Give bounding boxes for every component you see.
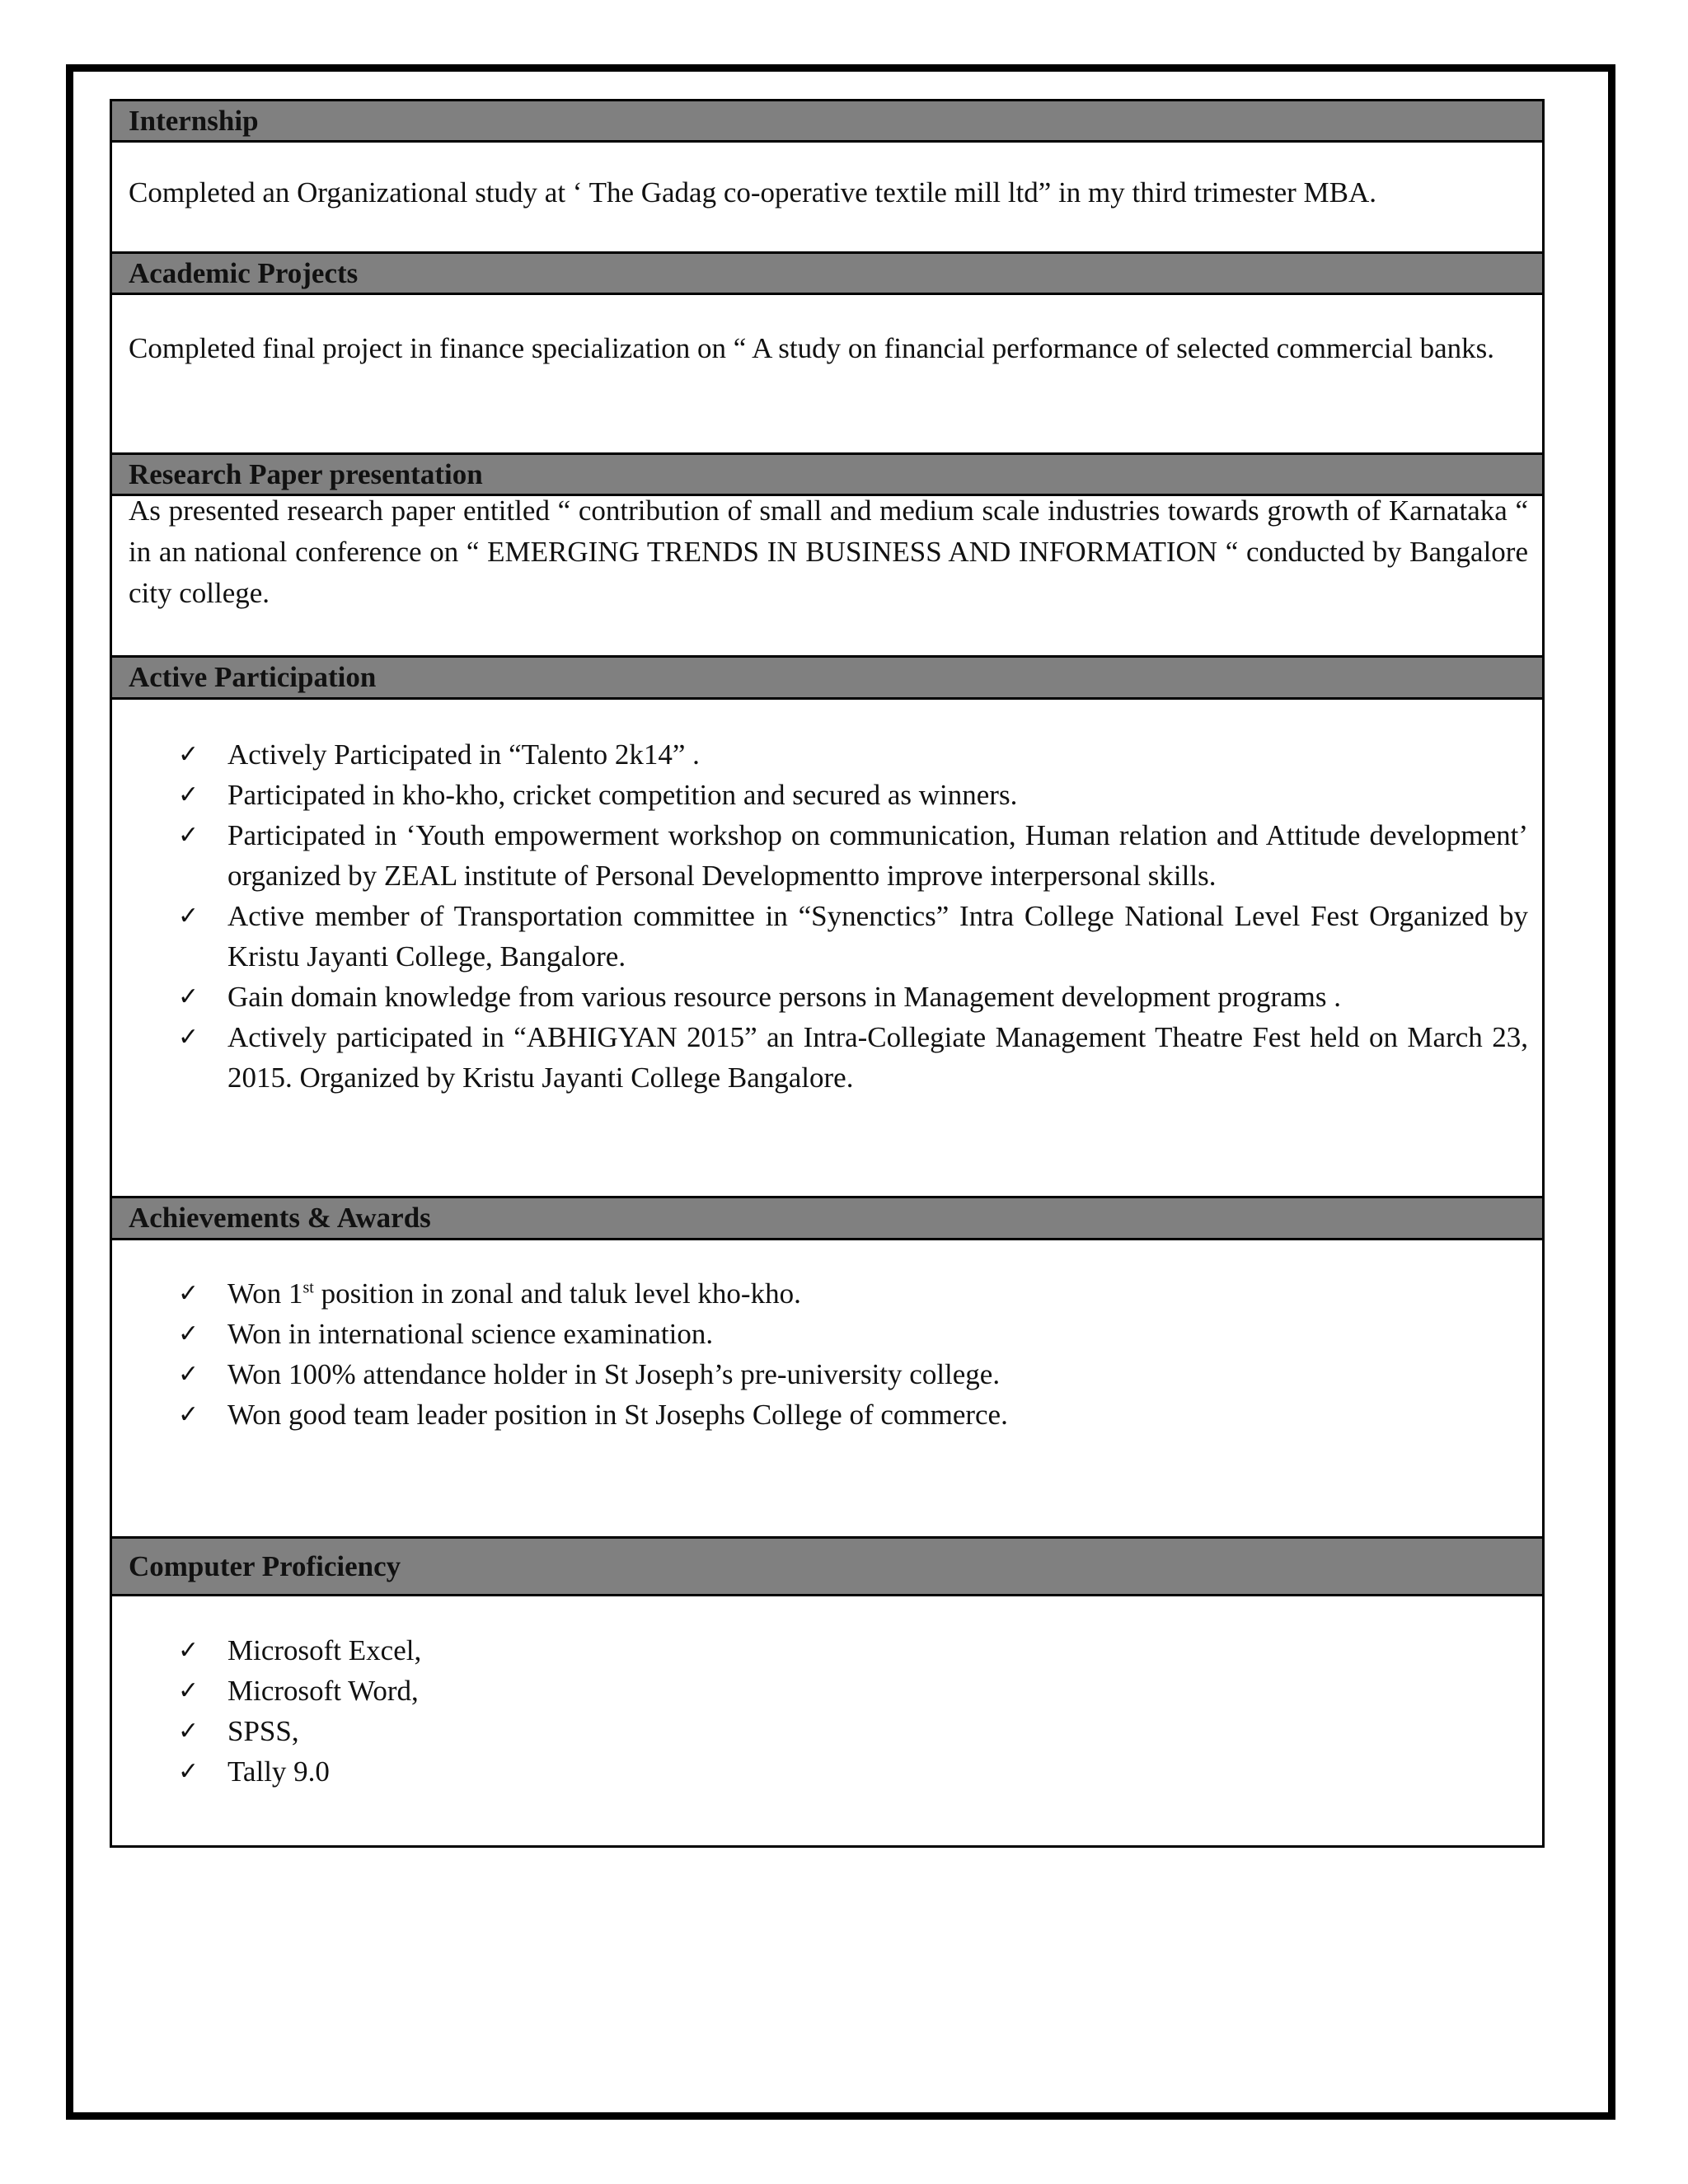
achievements-list bbox=[112, 1273, 1528, 1435]
checkmark-icon: ✓ bbox=[178, 1360, 199, 1389]
checkmark-icon: ✓ bbox=[178, 821, 199, 850]
checkmark-icon: ✓ bbox=[178, 1023, 199, 1052]
checkmark-icon: ✓ bbox=[178, 1400, 199, 1429]
academic-projects-header bbox=[112, 251, 1542, 295]
checkmark-icon: ✓ bbox=[178, 780, 199, 809]
research-paper-title: Research Paper presentation bbox=[129, 457, 483, 490]
computer-proficiency-title: Computer Proficiency bbox=[129, 1549, 401, 1582]
list-item: ✓ SPSS, bbox=[112, 1711, 1528, 1751]
list-item: ✓ Actively participated in “ABHIGYAN 2015” an Intra-Collegiate Management Theatre Fest held on March 23, 2015. Organized by Kristu Jayanti College Bangalore. bbox=[112, 1017, 1528, 1098]
active-participation-header bbox=[112, 655, 1542, 700]
checkmark-icon: ✓ bbox=[178, 1279, 199, 1308]
list-item: ✓ Won 100% attendance holder in St Joseph’s pre-university college. bbox=[112, 1354, 1528, 1394]
checkmark-icon: ✓ bbox=[178, 1676, 199, 1705]
list-item: ✓ Won good team leader position in St Josephs College of commerce. bbox=[112, 1394, 1528, 1435]
research-paper-text: As presented research paper entitled “ contribution of small and medium scale industries towards growth of Karnataka “ in an national conference on “ EMERGING TRENDS IN BUSINESS AND INFORMATION “ conducted by Bangalore city college. bbox=[129, 494, 1528, 609]
list-item: ✓ Participated in kho-kho, cricket competition and secured as winners. bbox=[112, 775, 1528, 815]
list-item: ✓ Won 1st position in zonal and taluk level kho-kho. bbox=[112, 1273, 1528, 1314]
active-participation-list bbox=[112, 734, 1528, 1098]
internship-text: Completed an Organizational study at ‘ The Gadag co-operative textile mill ltd” in my third trimester MBA. bbox=[129, 176, 1377, 209]
list-item: ✓ Microsoft Word, bbox=[112, 1671, 1528, 1711]
list-item: ✓ Actively Participated in “Talento 2k14” . bbox=[112, 734, 1528, 775]
computer-proficiency-header bbox=[112, 1536, 1542, 1596]
academic-projects-text: Completed final project in finance specialization on “ A study on financial performance of selected commercial banks. bbox=[129, 332, 1495, 364]
list-item: ✓ Won in international science examination. bbox=[112, 1314, 1528, 1354]
list-item: ✓ Microsoft Excel, bbox=[112, 1630, 1528, 1671]
achievements-title: Achievements & Awards bbox=[129, 1202, 431, 1234]
achievements-header bbox=[112, 1196, 1542, 1240]
resume-table bbox=[110, 99, 1545, 1848]
checkmark-icon: ✓ bbox=[178, 902, 199, 930]
checkmark-icon: ✓ bbox=[178, 1636, 199, 1665]
list-item: ✓ Active member of Transportation committee in “Synenctics” Intra College National Level Fest Organized by Kristu Jayanti College, Bangalore. bbox=[112, 896, 1528, 977]
list-item: ✓ Participated in ‘Youth empowerment workshop on communication, Human relation and Attitude development’ organized by ZEAL institute of Personal Developmentto improve interpersonal skills. bbox=[112, 815, 1528, 896]
academic-projects-title: Academic Projects bbox=[129, 256, 359, 289]
computer-proficiency-list bbox=[112, 1630, 1528, 1792]
checkmark-icon: ✓ bbox=[178, 1757, 199, 1786]
checkmark-icon: ✓ bbox=[178, 982, 199, 1011]
internship-header bbox=[112, 101, 1542, 143]
internship-title: Internship bbox=[129, 104, 259, 137]
checkmark-icon: ✓ bbox=[178, 740, 199, 769]
active-participation-title: Active Participation bbox=[129, 661, 377, 693]
checkmark-icon: ✓ bbox=[178, 1717, 199, 1746]
checkmark-icon: ✓ bbox=[178, 1319, 199, 1348]
list-item: ✓ Gain domain knowledge from various resource persons in Management development programs . bbox=[112, 977, 1528, 1017]
list-item: ✓ Tally 9.0 bbox=[112, 1751, 1528, 1792]
